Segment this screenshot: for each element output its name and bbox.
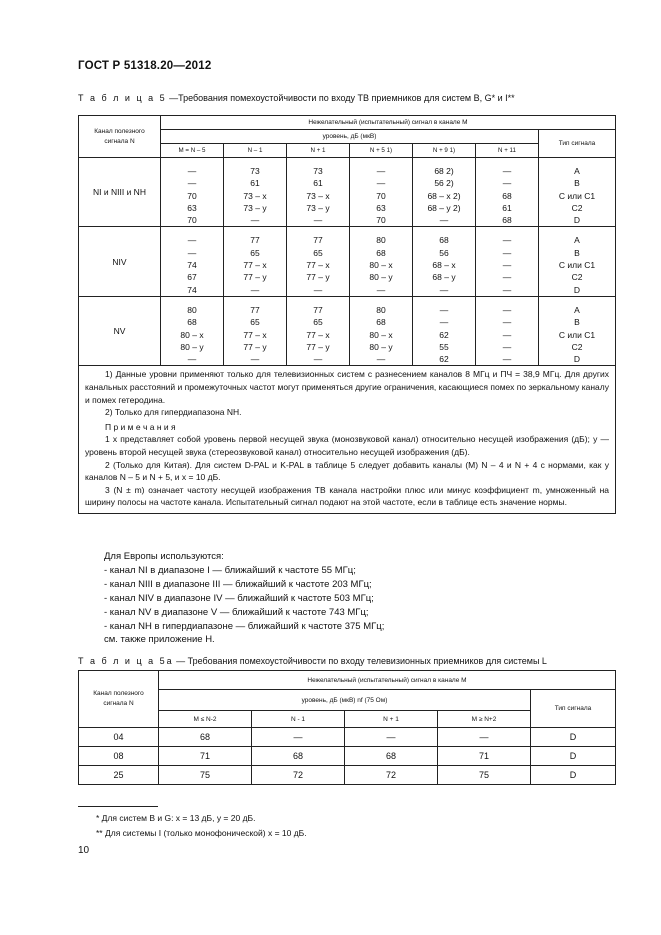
table5-col-header: N + 11	[476, 144, 539, 158]
table5-value-cell: — — 74 67 74	[161, 227, 224, 296]
table5a-value-cell: 68	[252, 747, 345, 766]
table5a-head-level: уровень, дБ (мкВ) nf (75 Ом)	[159, 690, 531, 711]
table5-col-header: M = N – 5	[161, 144, 224, 158]
table5a-value-cell: 75	[438, 766, 531, 785]
table5-type-cell: A B C или C1 C2 D	[539, 227, 616, 296]
table5a-type-cell: D	[531, 766, 616, 785]
table5-head-type: Тип сигнала	[539, 130, 616, 158]
europe-intro: Для Европы используются:	[104, 551, 224, 562]
footnote-divider	[78, 806, 158, 807]
table5a-value-cell: 75	[159, 766, 252, 785]
table-row	[79, 728, 616, 747]
table5a-head-type: Тип сигнала	[531, 690, 616, 728]
table5-value-cell: — — 68 61 68	[476, 158, 539, 227]
footnote: * Для систем B и G: x = 13 дБ, y = 20 дБ.	[96, 813, 256, 823]
table5-note-item: 2 (Только для Китая). Для систем D-PAL и K-PAL в таблице 5 следует добавить каналы (M) N – 4 и N + 4 с нормами, как у каналов N – 5 и N + 5, и x = 10 дБ.	[85, 459, 609, 483]
table5a-caption: Т а б л и ц а 5а — Требования помехоустойчивости по входу телевизионных приемников для системы L	[78, 656, 547, 666]
europe-item: - канал NV в диапазоне V — ближайший к частоте 743 МГц;	[104, 606, 369, 618]
table5-block-row	[79, 296, 616, 365]
table5a-value-cell: —	[252, 728, 345, 747]
europe-channels-list	[104, 550, 384, 647]
table5-value-cell: 77 65 77 – x 77 – y —	[287, 227, 350, 296]
table5a-head-channel: Канал полезного сигнала N	[79, 671, 159, 728]
table5-col-header: N – 1	[224, 144, 287, 158]
europe-see-also: см. также приложение Н.	[104, 634, 215, 646]
table5-value-cell: 73 61 73 – x 73 – y —	[224, 158, 287, 227]
table5-value-cell: 77 65 77 – x 77 – y —	[224, 227, 287, 296]
table5a-value-cell: —	[345, 728, 438, 747]
europe-item: - канал NIV в диапазоне IV — ближайший к частоте 503 МГц;	[104, 592, 374, 604]
table5-value-cell: 68 2) 56 2) 68 – x 2) 68 – y 2) —	[413, 158, 476, 227]
table5-channel-cell: NI и NIII и NH	[79, 158, 161, 227]
table5-note-item: 3 (N ± m) означает частоту несущей изображения ТВ канала настройки плюс или минус коэффициент m, умноженный на ширину полосы на частоте канала. Испытательный сигнал подают на этой частоте, если в таблице есть значение нормы.	[85, 484, 609, 508]
table5a-type-cell: D	[531, 747, 616, 766]
table5a-col-header: N - 1	[252, 711, 345, 728]
table5a-col-header: N + 1	[345, 711, 438, 728]
table5-col-header: N + 1	[287, 144, 350, 158]
document-header: ГОСТ Р 51318.20—2012	[78, 60, 212, 72]
table5-value-cell: 80 68 80 – x 80 – y —	[350, 227, 413, 296]
footnote: ** Для системы I (только монофонической) x = 10 дБ.	[96, 828, 307, 838]
table5a-type-cell: D	[531, 728, 616, 747]
table5-value-cell: — — — — —	[476, 296, 539, 365]
table5-head-level: уровень, дБ (мкВ)	[161, 130, 539, 144]
europe-item: - канал NI в диапазоне I — ближайший к частоте 55 МГц;	[104, 564, 356, 576]
table5a-value-cell: 72	[345, 766, 438, 785]
table5a	[78, 670, 616, 785]
table5a-value-cell: 71	[159, 747, 252, 766]
table5-value-cell: 77 65 77 – x 77 – y —	[224, 296, 287, 365]
table5-block-row	[79, 227, 616, 296]
europe-item: - канал NIII в диапазоне III — ближайший к частоте 203 МГц;	[104, 578, 372, 590]
table-row	[79, 766, 616, 785]
table5-block-row	[79, 158, 616, 227]
table5-type-cell: A B C или C1 C2 D	[539, 296, 616, 365]
table5a-col-header: M ≥ N+2	[438, 711, 531, 728]
table5-value-cell: 80 68 80 – x 80 – y —	[350, 296, 413, 365]
table5-col-header: N + 5 1)	[350, 144, 413, 158]
table5a-value-cell: 68	[345, 747, 438, 766]
table5-value-cell: 68 56 68 – x 68 – y —	[413, 227, 476, 296]
table5-note-item: 1 x представляет собой уровень первой несущей звука (монозвуковой канал) относительно несущей изображения (дБ); y — уровень второй несущей звука (стереозвуковой канал) относительно несущей изображения (дБ).	[85, 434, 609, 458]
table5a-channel-cell: 04	[79, 728, 159, 747]
table5-value-cell: — — — — —	[476, 227, 539, 296]
table5a-channel-cell: 08	[79, 747, 159, 766]
table5-head-interfering: Нежелательный (испытательный) сигнал в канале M	[161, 116, 616, 130]
table5-col-header: N + 9 1)	[413, 144, 476, 158]
table5-value-cell: 80 68 80 – x 80 – y —	[161, 296, 224, 365]
table5-notes-title: П р и м е ч а н и я	[105, 421, 176, 432]
table5	[78, 115, 616, 514]
table5-head-channel: Канал полезного сигнала N	[79, 116, 161, 158]
table-row	[79, 747, 616, 766]
table5a-channel-cell: 25	[79, 766, 159, 785]
table5-value-cell: 77 65 77 – x 77 – y —	[287, 296, 350, 365]
table5-caption: Т а б л и ц а 5 —Требования помехоустойчивости по входу ТВ приемников для систем B, G* и I**	[78, 93, 515, 103]
table5a-col-header: M ≤ N-2	[159, 711, 252, 728]
table5a-value-cell: 68	[159, 728, 252, 747]
table5a-value-cell: 72	[252, 766, 345, 785]
table5-channel-cell: NIV	[79, 227, 161, 296]
table5-value-cell: — — 70 63 70	[161, 158, 224, 227]
table5a-value-cell: 71	[438, 747, 531, 766]
table5-type-cell: A B C или C1 C2 D	[539, 158, 616, 227]
table5-footnote-2: 2) Только для гипердиапазона NH.	[105, 407, 242, 418]
table5-channel-cell: NV	[79, 296, 161, 365]
table5-footnote-1: 1) Данные уровни применяют только для телевизионных систем с разнесением каналов 8 МГц и ПЧ = 38,9 МГц. Для других канальных расстояний и промежуточных частот могут применяться другие ограничения, касающиеся помех по зеркальному каналу и помех гетеродина.	[85, 369, 609, 405]
table5-value-cell: 73 61 73 – x 73 – y —	[287, 158, 350, 227]
table5a-value-cell: —	[438, 728, 531, 747]
table5-value-cell: — — 70 63 70	[350, 158, 413, 227]
page-number: 10	[78, 845, 90, 856]
table5a-head-interfering: Нежелательный (испытательный) сигнал в канале M	[159, 671, 616, 690]
table5-value-cell: — — 62 55 62	[413, 296, 476, 365]
europe-item: - канал NH в гипердиапазоне — ближайший к частоте 375 МГц;	[104, 620, 385, 632]
table5-notes	[79, 366, 616, 514]
